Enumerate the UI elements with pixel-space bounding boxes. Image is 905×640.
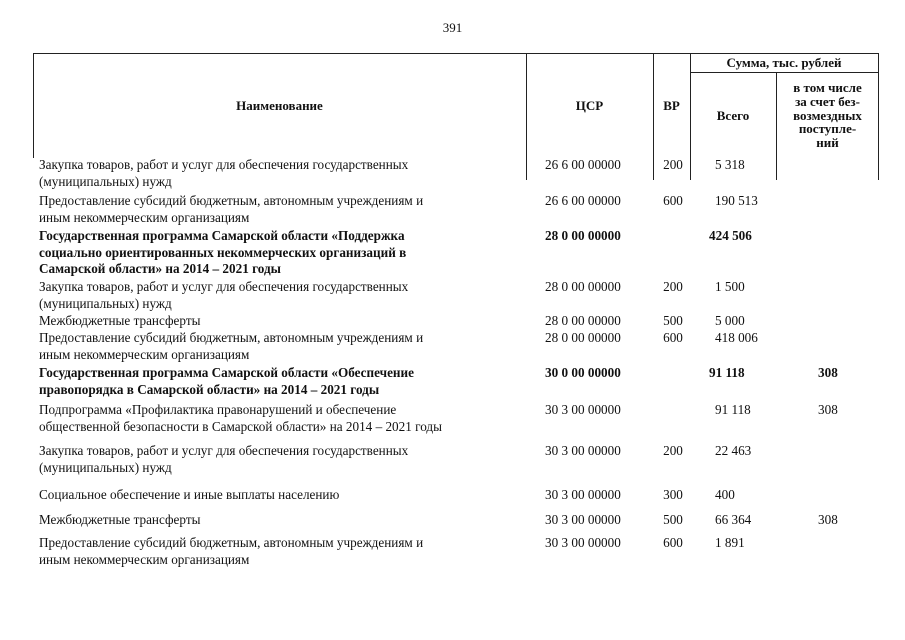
row-name-line: Закупка товаров, работ и услуг для обеспечения государственных — [39, 443, 409, 458]
row-csr: 30 3 00 00000 — [545, 535, 621, 550]
header-csr: ЦСР — [575, 98, 604, 114]
row-csr: 28 0 00 00000 — [545, 313, 621, 328]
row-name-line: правопорядка в Самарской области» на 2014 – 2021 годы — [39, 381, 380, 397]
header-name: Наименование — [236, 98, 323, 114]
row-vr: 200 — [663, 279, 683, 294]
row-csr: 30 3 00 00000 — [545, 443, 621, 458]
row-total: 418 006 — [715, 330, 758, 345]
row-total: 22 463 — [715, 443, 752, 458]
row-csr: 30 0 00 00000 — [545, 365, 621, 380]
column-divider-sum — [690, 157, 691, 180]
row-name — [39, 157, 517, 190]
row-grant: 308 — [818, 402, 838, 417]
row-name-line: Социальное обеспечение и иные выплаты населению — [39, 487, 340, 502]
row-csr: 26 6 00 00000 — [545, 193, 621, 208]
row-total: 1 500 — [715, 279, 745, 294]
header-border-right — [878, 54, 879, 158]
header-grant-line: за счет без- — [795, 94, 860, 110]
row-name — [39, 279, 517, 312]
row-vr: 600 — [663, 535, 683, 550]
header-grant-line: в том числе — [793, 80, 862, 96]
row-vr: 200 — [663, 443, 683, 458]
row-name — [39, 365, 517, 398]
column-divider-vr — [653, 157, 654, 180]
column-divider-csr — [526, 157, 527, 180]
row-name-line: Самарской области» на 2014 – 2021 годы — [39, 261, 281, 276]
row-name-line: иным некоммерческим организациям — [39, 551, 250, 567]
row-csr: 28 0 00 00000 — [545, 228, 621, 243]
header-vr: ВР — [663, 98, 680, 114]
row-total: 190 513 — [715, 193, 758, 208]
row-name-line: Государственная программа Самарской области «Поддержка — [39, 228, 405, 243]
row-grant: 308 — [818, 365, 838, 380]
row-name-line: Предоставление субсидий бюджетным, автономным учреждениям и — [39, 193, 424, 208]
row-total: 66 364 — [715, 512, 752, 527]
row-vr: 600 — [663, 330, 683, 345]
column-divider-right — [878, 157, 879, 180]
row-csr: 30 3 00 00000 — [545, 512, 621, 527]
row-csr: 30 3 00 00000 — [545, 402, 621, 417]
header-grant-line: ний — [816, 134, 839, 150]
header-grant-line: возмездных — [793, 107, 862, 123]
row-name-line: Закупка товаров, работ и услуг для обеспечения государственных — [39, 157, 409, 172]
row-total: 1 891 — [715, 535, 745, 550]
row-total: 91 118 — [709, 365, 745, 380]
row-name-line: Государственная программа Самарской области «Обеспечение — [39, 365, 414, 380]
row-total: 5 318 — [715, 157, 745, 172]
row-name — [39, 330, 517, 363]
row-csr: 26 6 00 00000 — [545, 157, 621, 172]
row-total: 400 — [715, 487, 735, 502]
row-name — [39, 512, 517, 529]
row-name — [39, 443, 517, 476]
row-name — [39, 535, 517, 568]
row-name-line: (муниципальных) нужд — [39, 173, 172, 189]
table-header — [33, 53, 879, 158]
row-vr: 500 — [663, 313, 683, 328]
row-vr: 300 — [663, 487, 683, 502]
row-total: 424 506 — [709, 228, 752, 243]
row-name-line: иным некоммерческим организациям — [39, 209, 250, 225]
row-name — [39, 487, 517, 504]
row-name-line: Предоставление субсидий бюджетным, автономным учреждениям и — [39, 535, 424, 550]
row-name — [39, 313, 517, 330]
row-total: 5 000 — [715, 313, 745, 328]
row-name-line: Подпрограмма «Профилактика правонарушений и обеспечение — [39, 402, 397, 417]
row-csr: 28 0 00 00000 — [545, 279, 621, 294]
header-grant-line: поступле- — [798, 121, 857, 137]
column-divider-grant — [776, 157, 777, 180]
header-grant — [777, 73, 878, 158]
row-name-line: Межбюджетные трансферты — [39, 313, 201, 328]
row-name-line: (муниципальных) нужд — [39, 459, 172, 475]
row-name-line: Предоставление субсидий бюджетным, автономным учреждениям и — [39, 330, 424, 345]
row-name — [39, 193, 517, 226]
row-total: 91 118 — [715, 402, 751, 417]
row-csr: 28 0 00 00000 — [545, 330, 621, 345]
row-name — [39, 228, 517, 278]
row-name-line: (муниципальных) нужд — [39, 295, 172, 311]
row-vr: 500 — [663, 512, 683, 527]
row-name-line: иным некоммерческим организациям — [39, 346, 250, 362]
header-total: Всего — [716, 107, 750, 123]
row-csr: 30 3 00 00000 — [545, 487, 621, 502]
row-name-line: Закупка товаров, работ и услуг для обеспечения государственных — [39, 279, 409, 294]
row-name-line: Межбюджетные трансферты — [39, 512, 201, 527]
row-grant: 308 — [818, 512, 838, 527]
page-number: 391 — [442, 20, 463, 35]
row-name — [39, 402, 517, 435]
header-sum: Сумма, тыс. рублей — [726, 55, 842, 71]
row-name-line: социально ориентированных некоммерческих организаций в — [39, 244, 407, 260]
row-name-line: общественной безопасности в Самарской области» на 2014 – 2021 годы — [39, 418, 443, 434]
row-vr: 200 — [663, 157, 683, 172]
row-vr: 600 — [663, 193, 683, 208]
